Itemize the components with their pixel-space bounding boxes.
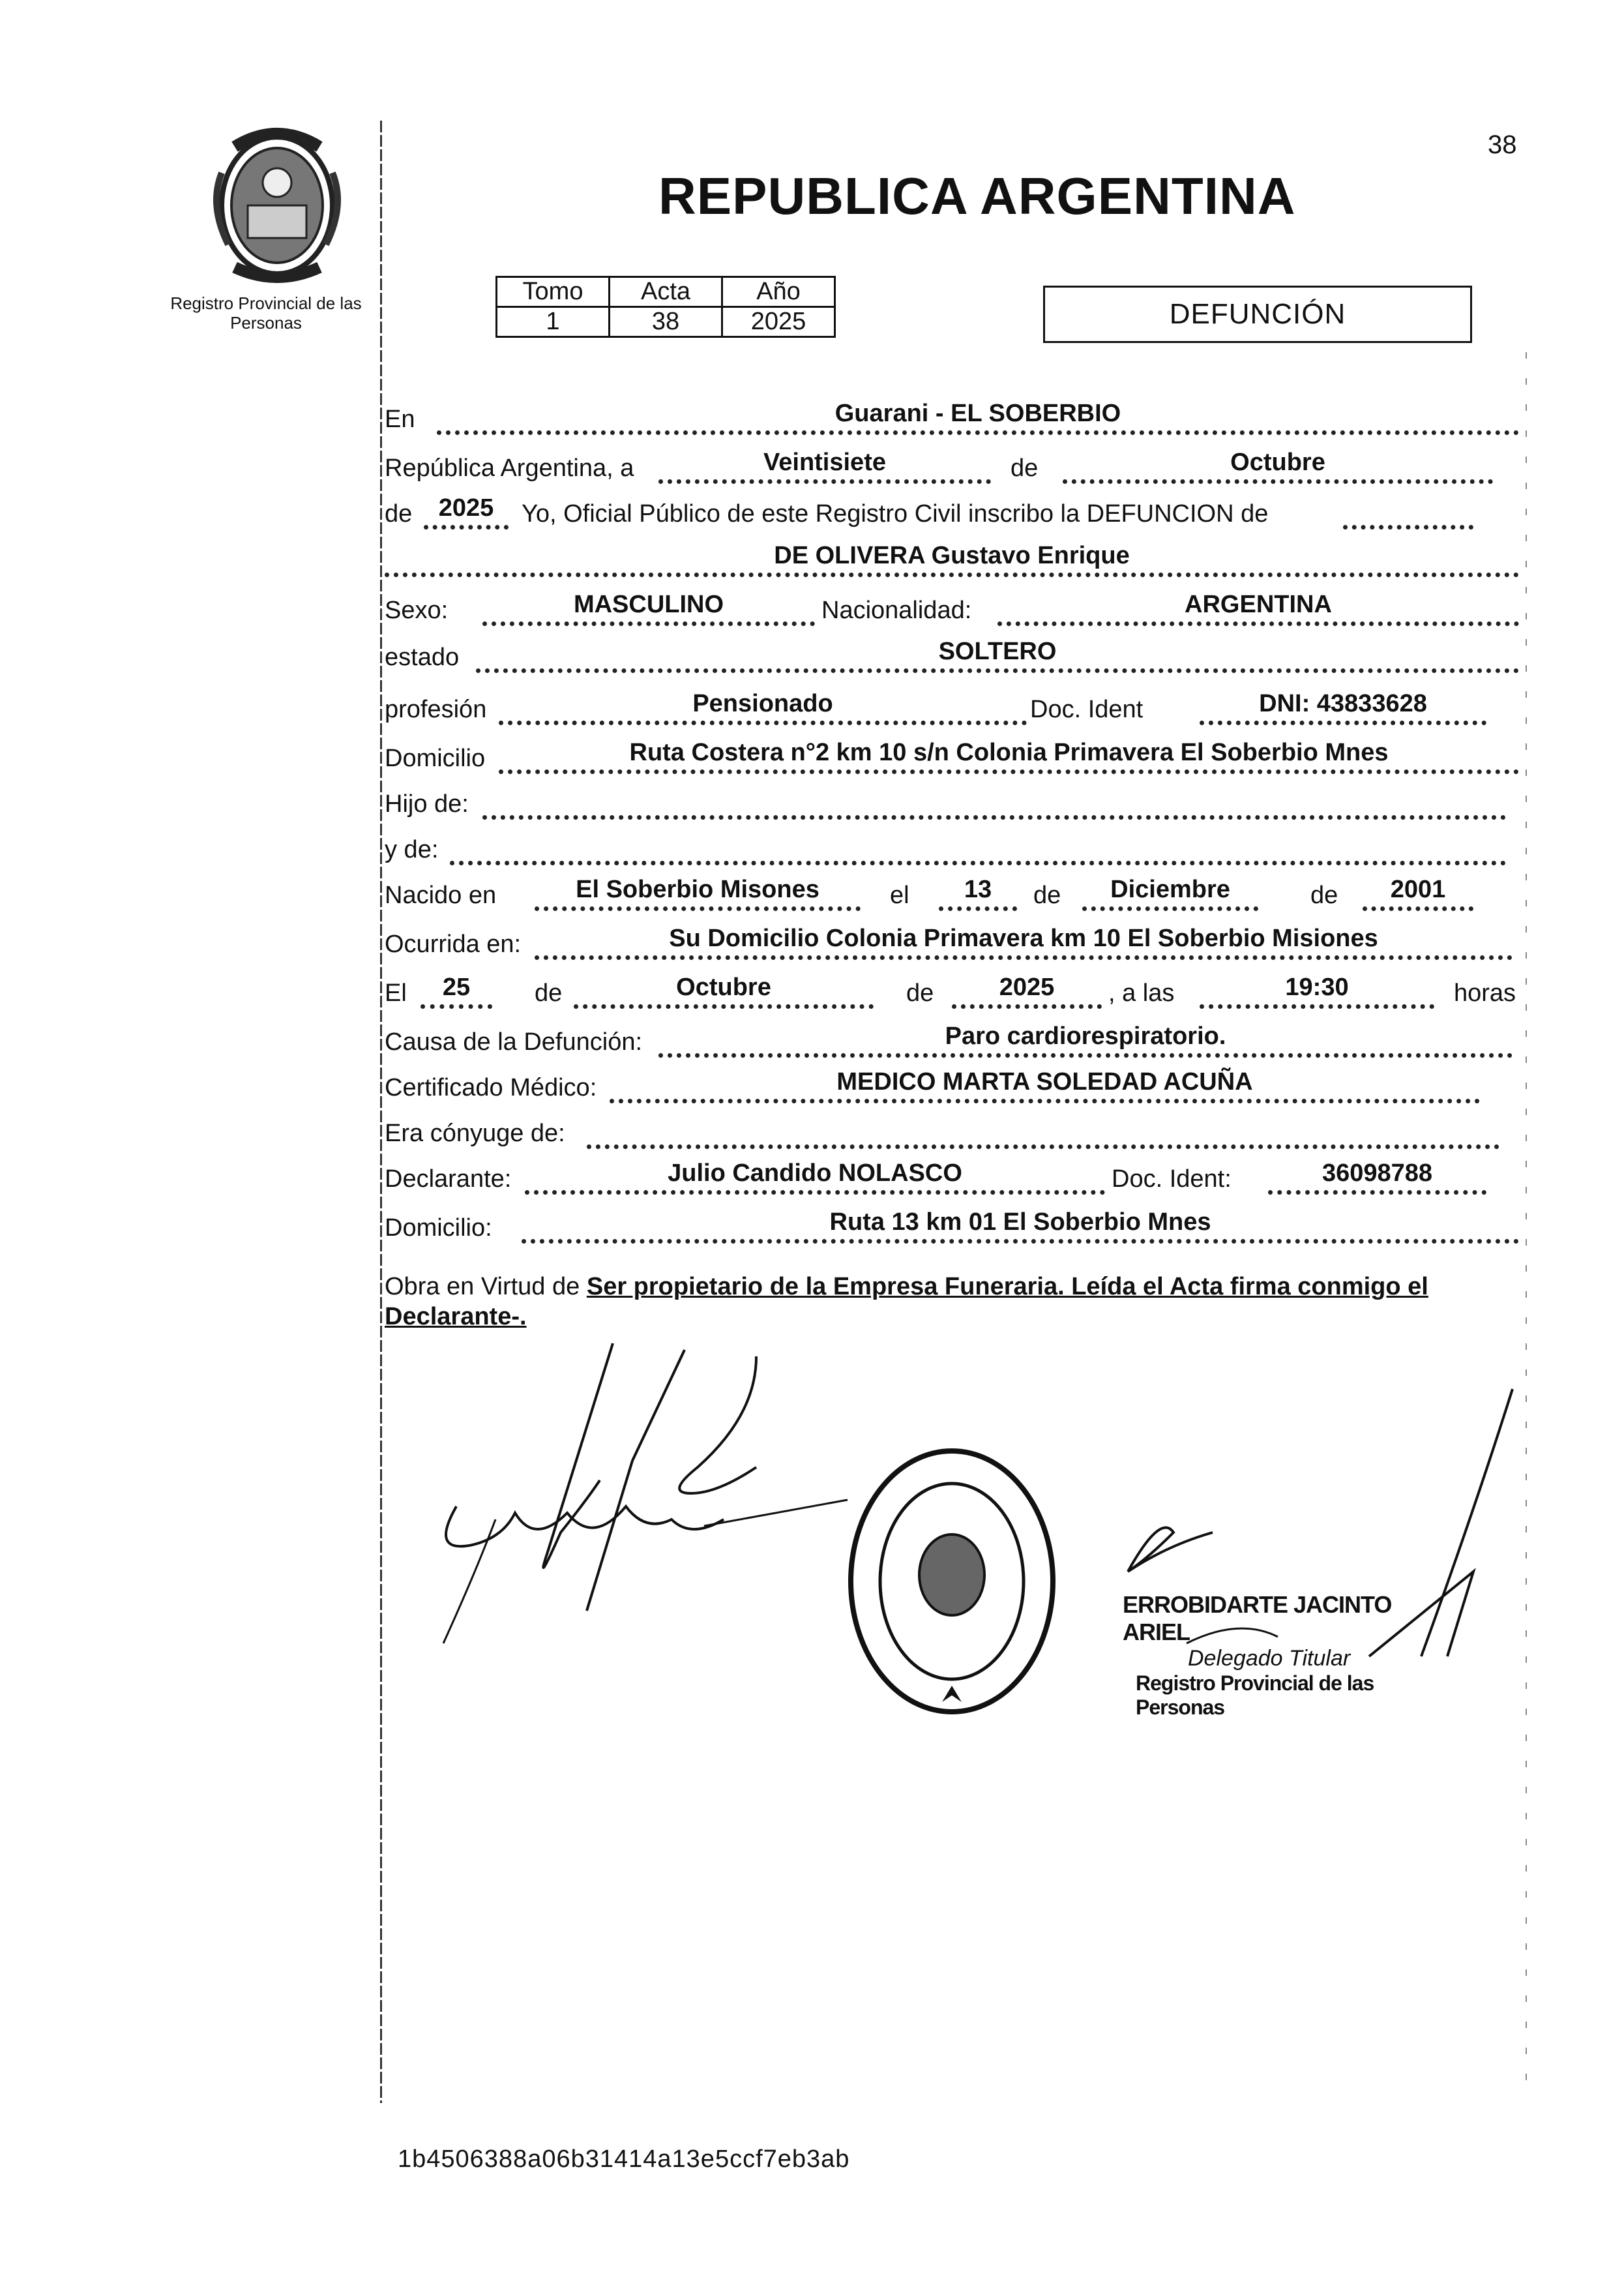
statement-blank [1343, 494, 1473, 530]
row-statement [385, 489, 1519, 535]
year-field: 2025 [424, 494, 509, 530]
el-label-2: El [385, 979, 407, 1007]
nacionalidad-field: ARGENTINA [997, 590, 1519, 626]
page-title: REPUBLICA ARGENTINA [658, 167, 1296, 225]
row-causa [385, 1017, 1519, 1063]
nacido-en-field: El Soberbio Misones [535, 875, 861, 911]
obra-text: Ser propietario de la Empresa Funeraria. Leída el Acta firma conmigo el Declarante-. [385, 1273, 1428, 1330]
declarant-signature [417, 1337, 874, 1676]
doc-label-2: Doc. Ident: [1112, 1165, 1232, 1193]
row-date [385, 443, 1519, 489]
acta-value: 38 [610, 307, 722, 337]
horas-label: horas [1454, 979, 1516, 1007]
declarante-domicilio-field: Ruta 13 km 01 El Soberbio Mnes [522, 1208, 1519, 1244]
profesion-field: Pensionado [499, 689, 1027, 725]
estado-field: SOLTERO [476, 637, 1519, 673]
de-label-4: de [1310, 882, 1338, 909]
doc-field: DNI: 43833628 [1200, 689, 1486, 725]
row-profesion [385, 685, 1519, 730]
nacido-label: Nacido en [385, 882, 497, 909]
obra-paragraph [385, 1272, 1519, 1332]
domicilio-label: Domicilio [385, 745, 486, 772]
record-type-box: DEFUNCIÓN [1043, 286, 1472, 343]
certificado-label: Certificado Médico: [385, 1074, 597, 1101]
yde-field [450, 829, 1506, 865]
death-time-field: 19:30 [1200, 973, 1434, 1009]
deceased-name-field: DE OLIVERA Gustavo Enrique [385, 541, 1519, 577]
day-field: Veintisiete [658, 448, 991, 484]
row-estado [385, 633, 1519, 678]
acta-header: Acta [610, 277, 722, 307]
birth-day-field: 13 [939, 875, 1017, 911]
row-domicilio [385, 734, 1519, 779]
tomo-header: Tomo [497, 277, 610, 307]
de-label-6: de [906, 979, 934, 1007]
row-place [385, 395, 1519, 440]
causa-label: Causa de la Defunción: [385, 1028, 643, 1056]
tomo-value: 1 [497, 307, 610, 337]
page-number: 38 [1488, 130, 1517, 159]
registry-caption: Registro Provincial de las Personas [170, 293, 362, 333]
row-conyuge [385, 1109, 1519, 1154]
conyuge-label: Era cónyuge de: [385, 1120, 565, 1147]
anio-value: 2025 [722, 307, 835, 337]
de-label: de [1011, 455, 1039, 482]
anio-header: Año [722, 277, 835, 307]
registry-seal [844, 1444, 1059, 1718]
causa-field: Paro cardiorespiratorio. [658, 1022, 1513, 1058]
official-name: ERROBIDARTE JACINTO ARIEL [1123, 1591, 1392, 1645]
official-org: Registro Provincial de las Personas [1136, 1671, 1374, 1719]
death-day-field: 25 [421, 973, 492, 1009]
row-certificado [385, 1063, 1519, 1109]
sexo-field: MASCULINO [482, 590, 815, 626]
declarante-doc-field: 36098788 [1268, 1159, 1486, 1195]
el-label: el [890, 882, 909, 909]
certificado-field: MEDICO MARTA SOLEDAD ACUÑA [610, 1068, 1480, 1103]
obra-label: Obra en Virtud de [385, 1273, 580, 1300]
row-sexo [385, 586, 1519, 631]
alas-label: , a las [1108, 979, 1175, 1007]
place-field: Guarani - EL SOBERBIO [437, 399, 1519, 435]
de-label-5: de [535, 979, 563, 1007]
row-yde [385, 825, 1519, 871]
sexo-label: Sexo: [385, 597, 449, 624]
row-ocurrida [385, 919, 1519, 965]
ocurrida-label: Ocurrida en: [385, 931, 522, 958]
row-declarante [385, 1154, 1519, 1200]
statement-text: Yo, Oficial Público de este Registro Civil inscribo la DEFUNCION de [522, 500, 1269, 528]
row-deceased [385, 537, 1519, 582]
ocurrida-field: Su Domicilio Colonia Primavera km 10 El Soberbio Misiones [535, 924, 1513, 960]
domicilio-field: Ruta Costera n°2 km 10 s/n Colonia Primavera El Soberbio Mnes [499, 738, 1519, 774]
row-declarante-domicilio [385, 1203, 1519, 1249]
profesion-label: profesión [385, 696, 487, 723]
death-month-field: Octubre [574, 973, 874, 1009]
birth-month-field: Diciembre [1082, 875, 1258, 911]
row-death-date [385, 968, 1519, 1014]
yde-label: y de: [385, 836, 439, 863]
official-stamp-text [1123, 1591, 1436, 1720]
conyuge-field [587, 1113, 1499, 1149]
nacionalidad-label: Nacionalidad: [821, 597, 972, 624]
en-label: En [385, 406, 415, 433]
row-nacido [385, 871, 1519, 916]
right-margin-line [1526, 352, 1527, 2100]
doc-label: Doc. Ident [1030, 696, 1144, 723]
birth-year-field: 2001 [1363, 875, 1473, 911]
document-hash: 1b4506388a06b31414a13e5ccf7eb3ab [398, 2145, 850, 2173]
de-label-2: de [385, 500, 413, 528]
de-label-3: de [1033, 882, 1061, 909]
republica-label: República Argentina, a [385, 455, 634, 482]
row-hijo [385, 779, 1519, 825]
official-role: Delegado Titular [1188, 1646, 1351, 1671]
hijo-label: Hijo de: [385, 790, 469, 818]
hijo-field [482, 784, 1506, 820]
death-year-field: 2025 [952, 973, 1102, 1009]
province-coat-of-arms-logo [196, 121, 359, 284]
declarante-label: Declarante: [385, 1165, 512, 1193]
estado-label: estado [385, 644, 460, 671]
record-reference-table [495, 276, 836, 338]
domicilio-label-2: Domicilio: [385, 1214, 492, 1242]
declarante-field: Julio Candido NOLASCO [525, 1159, 1105, 1195]
left-margin-line [380, 121, 382, 2103]
month-field: Octubre [1063, 448, 1493, 484]
